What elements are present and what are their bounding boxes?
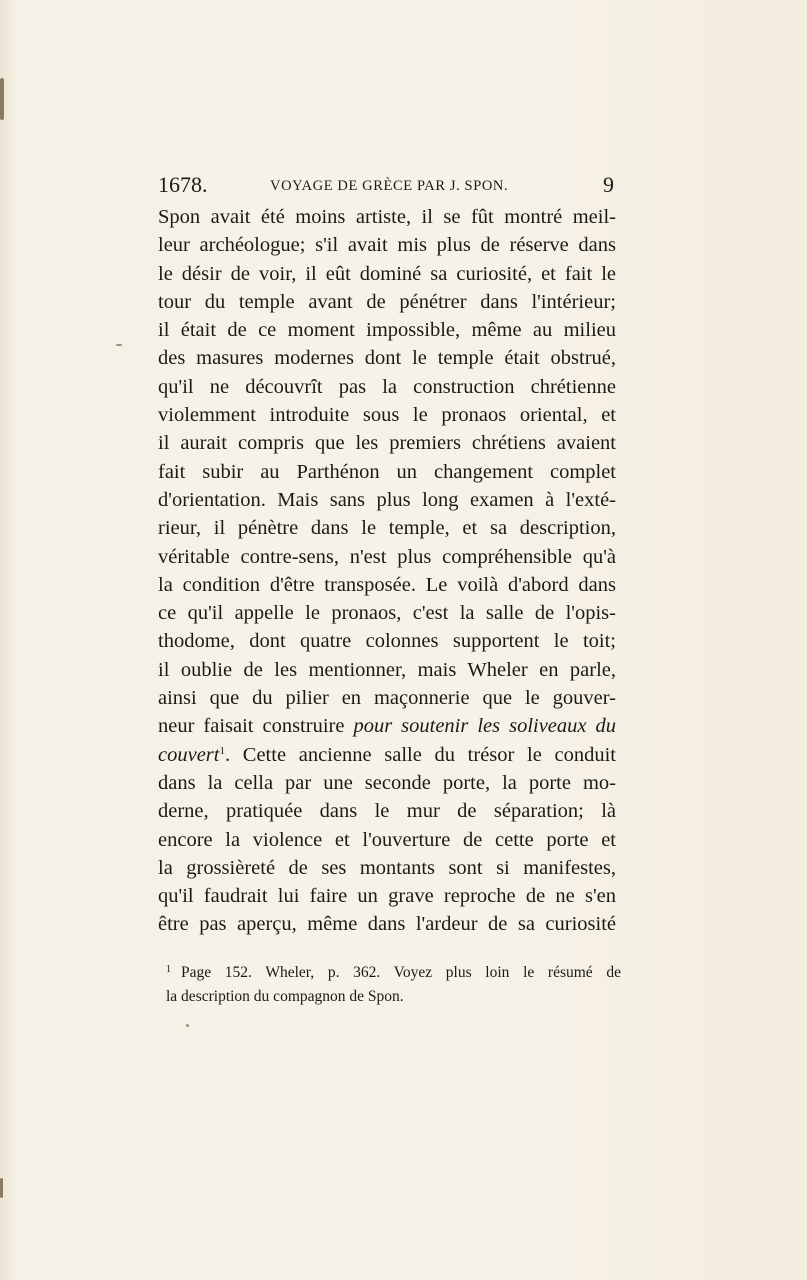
text-line: des masures modernes dont le temple était obstrué, [158, 347, 616, 370]
page-edge-mark [0, 78, 4, 120]
page-number: 9 [603, 172, 614, 197]
text-line: le désir de voir, il eût dominé sa curiosité, et fait le [158, 262, 616, 285]
text-line: qu'il faudrait lui faire un grave reproche de ne s'en [158, 885, 616, 908]
text-line: la grossièreté de ses montants sont si manifestes, [158, 856, 616, 879]
text-line: tour du temple avant de pénétrer dans l'intérieur; [158, 290, 616, 313]
text-line: derne, pratiquée dans le mur de séparation; là [158, 800, 616, 823]
text-line: d'orientation. Mais sans plus long examen à l'exté- [158, 488, 616, 511]
text-line: encore la violence et l'ouverture de cette porte et [158, 828, 616, 851]
italic-quote: pour soutenir les soliveaux du [353, 715, 616, 738]
page-edge-mark [0, 1178, 3, 1198]
footnote-text: la description du compagnon de Spon. [166, 988, 404, 1005]
text-line: ainsi que du pilier en maçonnerie que le gouver- [158, 687, 616, 710]
text-line: Spon avait été moins artiste, il se fût montré meil- [158, 206, 616, 228]
text-line: fait subir au Parthénon un changement complet [158, 460, 616, 483]
text-line: il aurait compris que les premiers chrétiens avaient [158, 432, 616, 455]
text-segment: . Cette ancienne salle du trésor le conduit [224, 743, 616, 766]
text-line: véritable contre-sens, n'est plus compréhensible qu'à [158, 545, 616, 568]
text-line: violemment introduite sous le pronaos oriental, et [158, 404, 616, 427]
body-text [158, 203, 616, 939]
text-line: leur archéologue; s'il avait mis plus de réserve dans [158, 234, 616, 257]
paper-speck [186, 1024, 189, 1027]
text-line: rieur, il pénètre dans le temple, et sa description, [158, 517, 616, 540]
header-year: 1678. [158, 172, 208, 197]
header-title: VOYAGE DE GRÈCE PAR J. SPON. [270, 178, 509, 194]
italic-quote: couvert [158, 743, 220, 766]
text-line: qu'il ne découvrît pas la construction chrétienne [158, 375, 616, 398]
footnote-mark: 1 [166, 964, 171, 975]
text-line: ce qu'il appelle le pronaos, c'est la salle de l'opis- [158, 602, 616, 625]
text-line: la condition d'être transposée. Le voilà d'abord dans [158, 573, 616, 596]
text-line: dans la cella par une seconde porte, la porte mo- [158, 771, 616, 794]
text-line: thodome, dont quatre colonnes supportent le toit; [158, 630, 616, 653]
text-line [158, 741, 616, 769]
text-segment: neur faisait construire [158, 715, 354, 738]
text-line: il était de ce moment impossible, même au milieu [158, 319, 616, 342]
paper-speck [116, 344, 122, 346]
footnote-text: Page 152. Wheler, p. 362. Voyez plus loin le résumé de [181, 964, 621, 981]
footnote [166, 956, 621, 1010]
text-line: être pas aperçu, même dans l'ardeur de sa curiosité [158, 913, 616, 936]
text-line: il oublie de les mentionner, mais Wheler en parle, [158, 658, 616, 681]
footnote-line [166, 983, 621, 1010]
footnote-line [166, 956, 621, 983]
footnote-reference: 1 [219, 744, 225, 757]
running-header [158, 172, 614, 200]
text-line [158, 712, 616, 740]
